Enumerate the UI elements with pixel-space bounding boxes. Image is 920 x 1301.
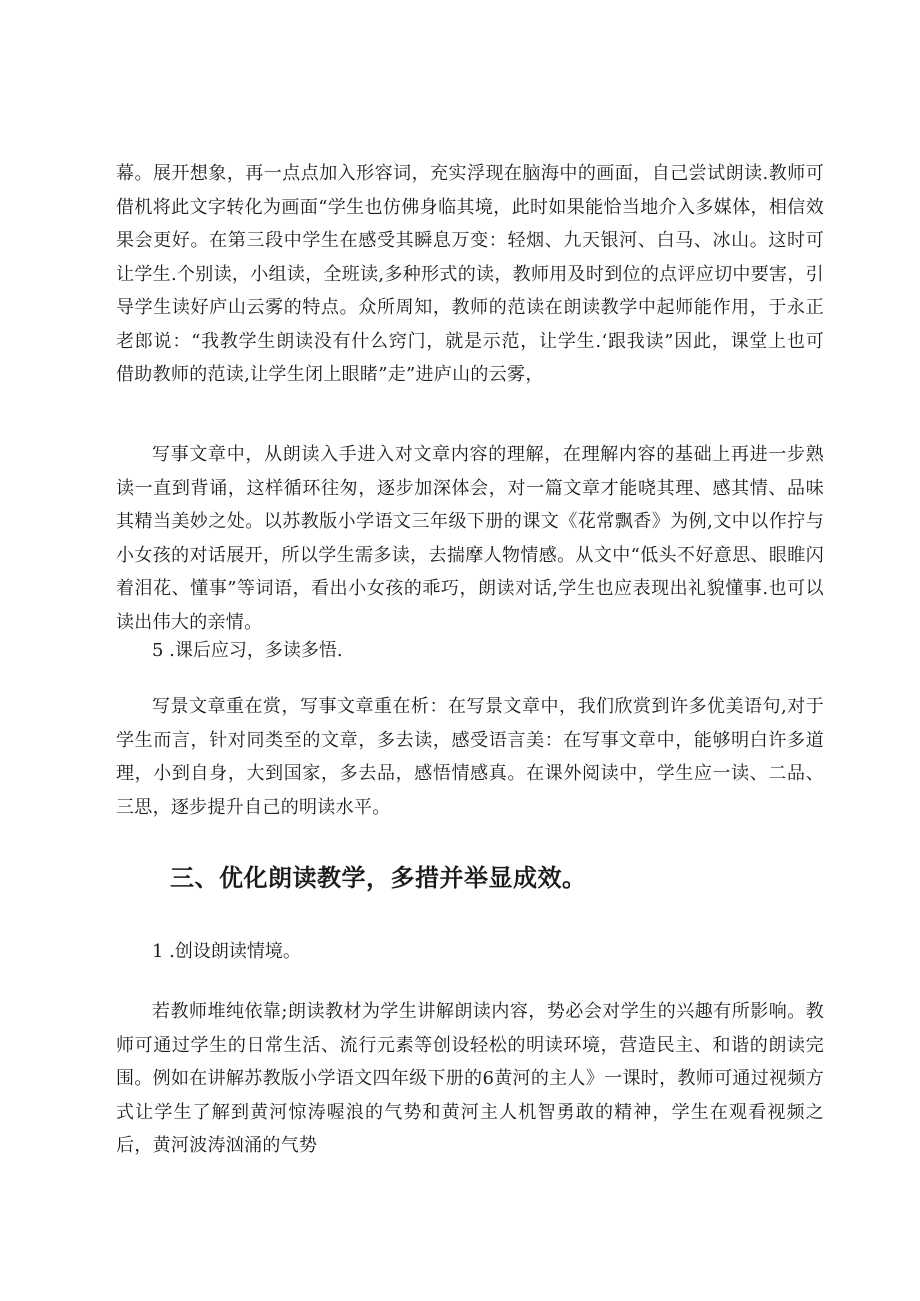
- section-heading-3: 三、优化朗读教学，多措并举显成效。: [170, 863, 587, 892]
- list-item-5-after-class: 5 .课后应习，多读多悟.: [152, 640, 343, 661]
- paragraph-teaching-context: 若教师堆纯依靠;朗读教材为学生讲解朗读内容，势必会对学生的兴趣有所影响。教师可通过学生的日常生活、流行元素等创设轻松的明读环境，营造民主、和谐的朗读完围。例如在讲解苏教版小学语文四年级下册的6黄河的主人》一课时，教师可通过视频方式让学生了解到黄河惊涛喔浪的气势和黄河主人机智勇敢的精神，学生在观看视频之后，黄河波涛汹涌的气势: [116, 1001, 824, 1156]
- paragraph-scenery-vs-narrative: 写景文章重在赏，写事文章重在析：在写景文章中，我们欣赏到许多优美语句,对于学生而言，针对同类至的文章，多去读，感受语言美：在写事文章中，能够明白许多道理，小到自身，大到国家，多去品，感悟情感真。在课外阅读中，学生应一读、二品、三思，逐步提升自己的明读水平。: [116, 696, 824, 818]
- paragraph-narrative-reading: 写事文章中，从朗读入手进入对文章内容的理解，在理解内容的基础上再进一步熟读一直到背诵，这样循环往匆，逐步加深体会，对一篇文章才能哓其理、感其情、品味其精当美妙之处。以苏教版小学语文三年级下册的课文《花常飘香》为例,文中以作拧与小女孩的对话展开，所以学生需多读，去揣摩人物情感。从文中“低头不好意思、眼睢闪着泪花、懂事”等词语，看出小女孩的乖巧，朗读对话,学生也应表现出礼貌懂事.也可以读出伟大的亲情。: [116, 444, 824, 633]
- list-item-1-reading-context: 1 .创设朗读情境。: [152, 941, 301, 962]
- paragraph-lushan-clouds: 幕。展开想象，再一点点加入形容词，充实浮现在脑海中的画面，自己尝试朗读.教师可借机将此文字转化为画面“学生也仿佛身临其境，此时如果能恰当地介入多媒体，相信效果会更好。在第三段中学生在感受其瞬息万变：轻烟、九天银河、白马、冰山。这时可让学生.个别读，小组读，全班读,多种形式的读，教师用及时到位的点评应切中要害，引导学生读好庐山云雾的特点。众所周知，教师的范读在朗读教学中起师能作用，于永正老郎说：“我教学生朗读没有什么窍门，就是示范，让学生.‘跟我读”因此，课堂上也可借助教师的范读,让学生闭上眼睹”走”进庐山的云雾，: [116, 163, 824, 385]
